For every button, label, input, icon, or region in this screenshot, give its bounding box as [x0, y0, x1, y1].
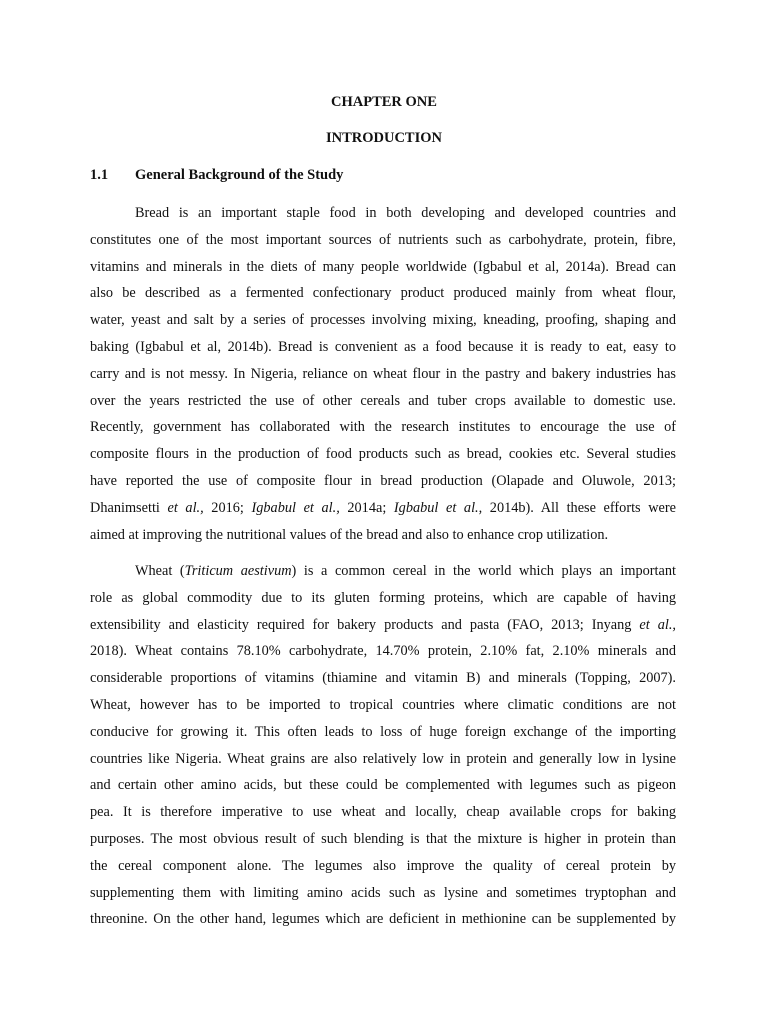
text-line: supplementing them with limiting amino acids such as lysine and sometimes tryptophan and — [90, 884, 676, 901]
section-number: 1.1 — [90, 167, 109, 183]
paragraph-1 — [90, 200, 676, 548]
text-line: purposes. The most obvious result of such blending is that the mixture is higher in protein than — [90, 830, 676, 847]
text-line: have reported the use of composite flour in bread production (Olapade and Oluwole, 2013; — [90, 472, 676, 489]
text-line: also be described as a fermented confectionary product produced mainly from wheat flour, — [90, 285, 676, 302]
chapter-heading: CHAPTER ONE — [331, 94, 437, 110]
text-line: vitamins and minerals in the diets of many people worldwide (Igbabul et al, 2014a). Bread can — [90, 258, 676, 275]
text-line: pea. It is therefore imperative to use wheat and locally, cheap available crops for baking — [90, 804, 676, 821]
chapter-title: INTRODUCTION — [325, 130, 442, 146]
text-line: constitutes one of the most important sources of nutrients such as carbohydrate, protein, fibre, — [90, 231, 676, 248]
text-line: composite flours in the production of food products such as bread, cookies etc. Several studies — [90, 446, 676, 463]
text-line: the cereal component alone. The legumes also improve the quality of cereal protein by — [90, 857, 676, 874]
text-line: considerable proportions of vitamins (thiamine and vitamin B) and minerals (Topping, 2007). — [90, 670, 676, 687]
section-heading — [90, 167, 343, 184]
text-line: aimed at improving the nutritional values of the bread and also to enhance crop utilization. — [90, 526, 609, 543]
text-line: countries like Nigeria. Wheat grains are also relatively low in protein and generally low in lysine — [90, 750, 676, 767]
text-line: and certain other amino acids, but these could be complemented with legumes such as pigeon — [90, 777, 676, 794]
text-line: Recently, government has collaborated with the research institutes to encourage the use of — [90, 419, 676, 436]
text-line: Dhanimsetti et al., 2016; Igbabul et al., 2014a; Igbabul et al., 2014b). All these efforts were — [90, 499, 676, 516]
text-line: threonine. On the other hand, legumes which are deficient in methionine can be supplemented by — [90, 911, 676, 928]
text-line: Bread is an important staple food in both developing and developed countries and — [135, 205, 676, 221]
text-line: over the years restricted the use of other cereals and tuber crops available to domestic use. — [90, 392, 676, 409]
text-line: role as global commodity due to its gluten forming proteins, which are capable of having — [90, 589, 676, 606]
text-line: conducive for growing it. This often leads to loss of huge foreign exchange of the importing — [90, 723, 676, 740]
text-line: carry and is not messy. In Nigeria, reliance on wheat flour in the pastry and bakery industries has — [90, 365, 676, 382]
text-line: baking (Igbabul et al, 2014b). Bread is convenient as a food because it is ready to eat, easy to — [90, 338, 676, 355]
section-title: General Background of the Study — [135, 167, 344, 183]
text-line: Wheat, however has to be imported to tropical countries where climatic conditions are not — [90, 696, 676, 713]
text-line: water, yeast and salt by a series of processes involving mixing, kneading, proofing, shaping and — [90, 312, 676, 329]
text-line: Wheat (Triticum aestivum) is a common cereal in the world which plays an important — [135, 563, 676, 579]
paragraph-2 — [90, 558, 676, 933]
text-line: extensibility and elasticity required for bakery products and pasta (FAO, 2013; Inyang et al., — [90, 616, 676, 633]
text-line: 2018). Wheat contains 78.10% carbohydrate, 14.70% protein, 2.10% fat, 2.10% minerals and — [90, 643, 676, 660]
